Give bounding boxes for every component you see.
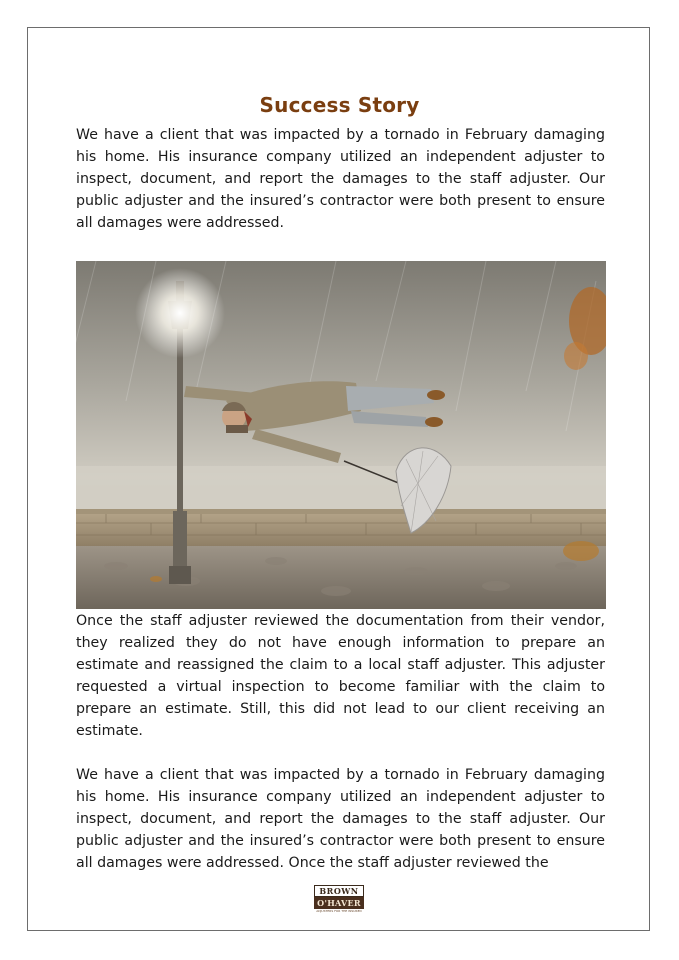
storm-photo [76, 261, 606, 609]
brown-ohaver-logo [314, 885, 364, 914]
page-title: Success Story [259, 93, 420, 117]
logo-line1: BROWN [314, 885, 364, 897]
logo-tagline: ADJUSTERS FOR THE INSURED [316, 909, 362, 913]
paragraph-adjuster-review: Once the staff adjuster reviewed the documentation from their vendor, they realized they do not have enough information to prepare an estimate and reassigned the claim to a local staff adjuster. This adjuster requested a virtual inspection to become familiar with the claim to prepare an estimate. Still, this did not lead to our client receiving an estimate. [76, 613, 605, 739]
paragraph-intro: We have a client that was impacted by a tornado in February damaging his home. His insurance company utilized an independent adjuster to inspect, document, and report the damages to the staff adjuster. Our public adjuster and the insured’s contractor were both present to ensure all damages were addressed. [76, 127, 605, 231]
paragraph-repeat: We have a client that was impacted by a tornado in February damaging his home. His insurance company utilized an independent adjuster to inspect, document, and report the damages to the staff adjuster. Our public adjuster and the insured’s contractor were both present to ensure all damages were addressed. Once the staff adjuster reviewed the [76, 767, 605, 871]
logo-line2: O'HAVER [314, 897, 364, 909]
